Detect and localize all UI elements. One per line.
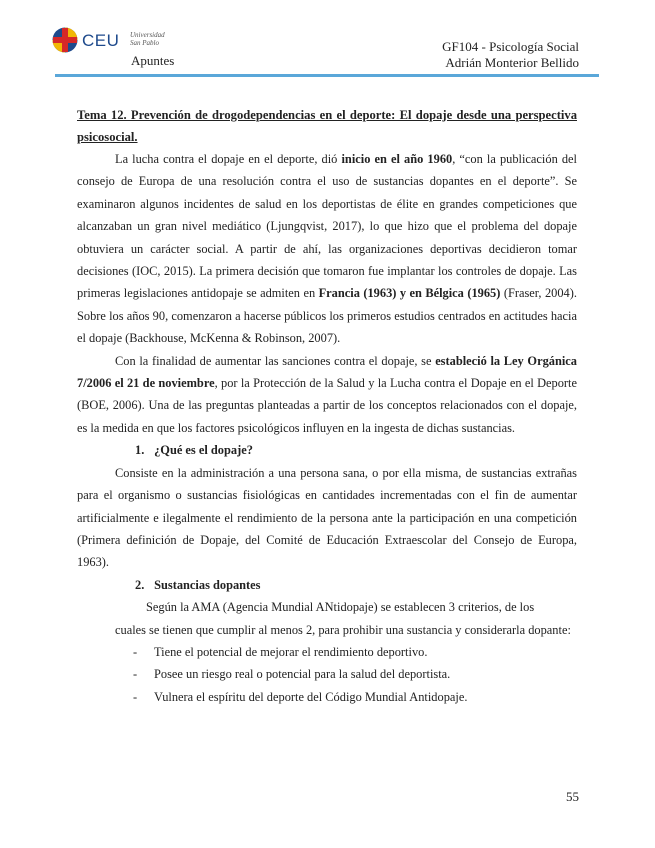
course-title: GF104 - Psicología Social <box>442 39 579 54</box>
p1-text-a: La lucha contra el dopaje en el deporte, dió <box>115 152 342 166</box>
p1-bold-b: Francia (1963) y en Bélgica (1965) <box>318 286 501 301</box>
author-name: Adrián Monterior Bellido <box>445 55 579 70</box>
p2-bold: estableció la Ley Orgánica 7/2006 el 21 de noviembre <box>77 353 577 391</box>
paragraph-history <box>77 148 577 350</box>
criteria-list <box>77 641 577 708</box>
p1-text-b: , “con la publicación del consejo de Europa de una resolución contra el uso de sustancias dopantes en el deporte”. Se examinaron algunos incidentes de salud en los deportistas de élite en grandes competiciones que alcanzaban un gran nivel mediático (Ljungqvist, 2017), lo que hizo que el problema del dopaje obtuviera un carácter social. A partir de ahí, las organizaciones deportivas decidieron tomar decisiones (IOC, 2015). La primera decisión que tomaron fue implantar los controles de dopaje. Las primeras legislaciones antidopaje se admiten en <box>77 152 578 301</box>
logo-sub-line2: San Pablo <box>130 39 159 47</box>
paragraph-definition: Consiste en la administración a una persona sana, o por ella misma, de sustancias extrañas para el organismo o sustancias fisiológicas en cantidades incrementadas con el fin de aumentar artificialmente e ilegalmente el rendimiento de la persona ante la participación en una competición (Primera definición de Dopaje, del Comité de Educación Extraescolar del Consejo de Europa, 1963). <box>77 465 577 570</box>
page-number: 55 <box>566 789 579 804</box>
heading-2-number: 2. <box>135 577 145 592</box>
page-body <box>77 104 577 708</box>
list-item-text: Posee un riesgo real o potencial para la salud del deportista. <box>154 667 451 682</box>
heading-what-is-doping <box>135 439 577 461</box>
list-item <box>77 663 577 685</box>
topic-title: Tema 12. Prevención de drogodependencias en el deporte: El dopaje desde una perspectiva psicosocial. <box>77 108 577 144</box>
ceu-cross-icon <box>52 27 78 53</box>
heading-2-text: Sustancias dopantes <box>154 577 261 592</box>
heading-1-text: ¿Qué es el dopaje? <box>154 443 253 458</box>
list-marker: - <box>133 644 138 659</box>
page-header <box>0 0 655 80</box>
list-item <box>77 686 577 708</box>
section-label: Apuntes <box>131 53 175 68</box>
list-item-text: Tiene el potencial de mejorar el rendimiento deportivo. <box>154 644 428 659</box>
p1-text-c: (Fraser, 2004). Sobre los años 90, comenzaron a hacerse públicos los primeros estudios centrados en actitudes hacia el dopaje (Backhouse, McKenna & Robinson, 2007). <box>77 286 577 346</box>
paragraph-criteria-rest: cuales se tienen que cumplir al menos 2, para prohibir una sustancia y considerarla dopante: <box>115 622 571 637</box>
logo-sub-line1: Universidad <box>130 31 165 39</box>
paragraph-law <box>77 350 577 440</box>
list-marker: - <box>133 667 138 682</box>
list-marker: - <box>133 689 138 704</box>
p1-bold-a: inicio en el año 1960 <box>341 152 453 166</box>
logo-wordmark: CEU <box>82 31 120 50</box>
heading-doping-substances <box>135 574 577 596</box>
heading-1-number: 1. <box>135 443 145 458</box>
p2-text-a: Con la finalidad de aumentar las sanciones contra el dopaje, se <box>115 353 436 368</box>
list-item <box>77 641 577 663</box>
p2-text-b: , por la Protección de la Salud y la Lucha contra el Dopaje en el Deporte (BOE, 2006). Una de las preguntas planteadas a partir de los conceptos relacionados con el dopaje, es la medida en que los factores psicológicos influyen en la ingesta de dichas sustancias. <box>77 376 577 435</box>
header-rule <box>55 74 599 77</box>
list-item-text: Vulnera el espíritu del deporte del Código Mundial Antidopaje. <box>154 689 468 704</box>
logo-subtitle <box>130 31 190 47</box>
paragraph-criteria-line1: Según la AMA (Agencia Mundial ANtidopaje) se establecen 3 criterios, de los <box>146 600 535 615</box>
ceu-logo <box>52 27 182 55</box>
